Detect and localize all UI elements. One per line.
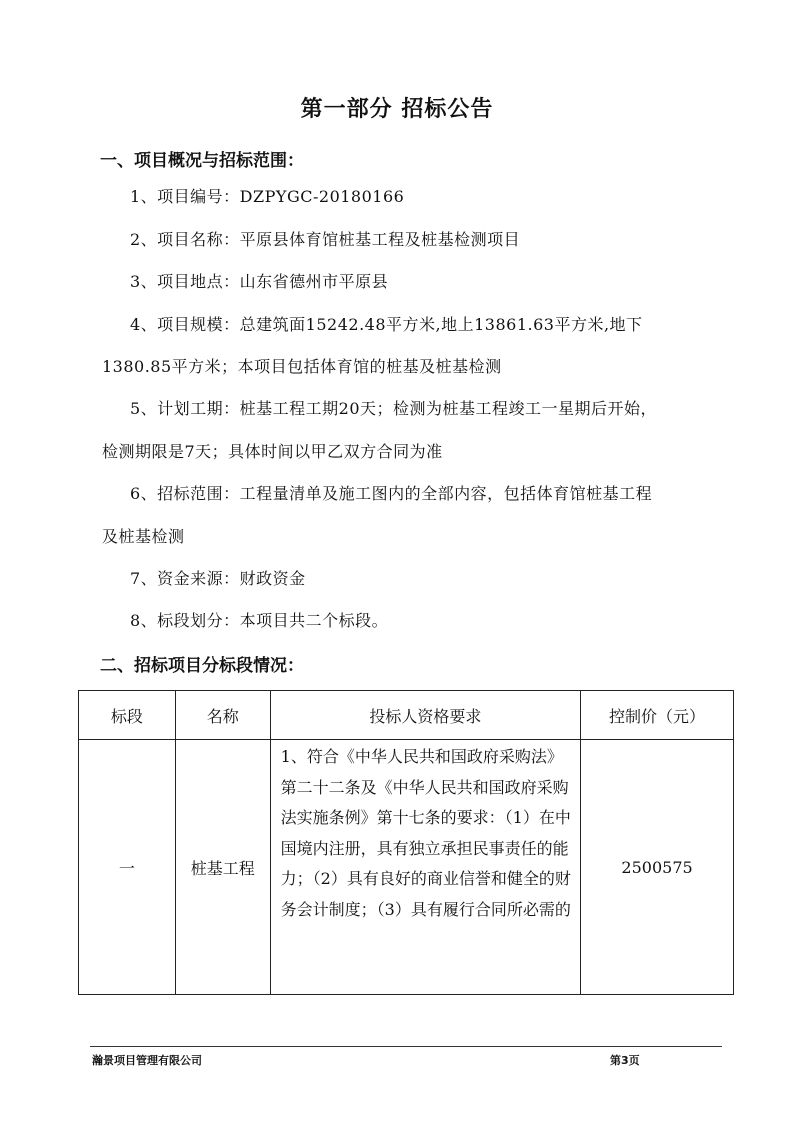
footer-divider [90, 1046, 722, 1047]
lot-table [78, 690, 734, 995]
cell-requirement: 1、符合《中华人民共和国政府采购法》第二十二条及《中华人民共和国政府采购法实施条例》第十七条的要求：（1）在中国境内注册，具有独立承担民事责任的能力；（2）具有良好的商业信誉和健全的财务会计制度；（3）具有履行合同所必需的 [270, 740, 580, 995]
item-lots: 8、标段划分：本项目共二个标段。 [130, 611, 389, 630]
header-requirement: 投标人资格要求 [270, 691, 580, 740]
cell-lot: 一 [79, 740, 176, 995]
item-scope: 6、招标范围：工程量清单及施工图内的全部内容，包括体育馆桩基工程 [130, 484, 653, 503]
header-name: 名称 [175, 691, 270, 740]
footer-page-number: 第3页 [610, 1054, 640, 1067]
item-scope-cont: 及桩基检测 [102, 527, 185, 546]
table-header-row [79, 691, 734, 740]
section-heading-overview: 一、项目概况与招标范围： [100, 151, 304, 171]
header-price: 控制价（元） [581, 691, 734, 740]
item-project-name: 2、项目名称：平原县体育馆桩基工程及桩基检测项目 [130, 230, 521, 249]
page-title: 第一部分 招标公告 [300, 97, 494, 122]
footer-company: 瀚景项目管理有限公司 [92, 1054, 202, 1067]
item-funding: 7、资金来源：财政资金 [130, 569, 306, 588]
section-heading-lots: 二、招标项目分标段情况： [100, 656, 304, 676]
header-lot: 标段 [79, 691, 176, 740]
item-schedule: 5、计划工期：桩基工程工期20天；检测为桩基工程竣工一星期后开始， [130, 399, 658, 418]
item-project-scale: 4、项目规模：总建筑面15242.48平方米,地上13861.63平方米,地下 [130, 315, 643, 334]
cell-price: 2500575 [581, 740, 734, 995]
cell-name: 桩基工程 [175, 740, 270, 995]
item-project-number: 1、项目编号：DZPYGC-20180166 [130, 187, 405, 206]
item-schedule-cont: 检测期限是7天；具体时间以甲乙双方合同为准 [102, 442, 443, 461]
item-project-scale-cont: 1380.85平方米；本项目包括体育馆的桩基及桩基检测 [102, 357, 502, 376]
item-project-location: 3、项目地点：山东省德州市平原县 [130, 272, 389, 291]
table-row [79, 740, 734, 995]
